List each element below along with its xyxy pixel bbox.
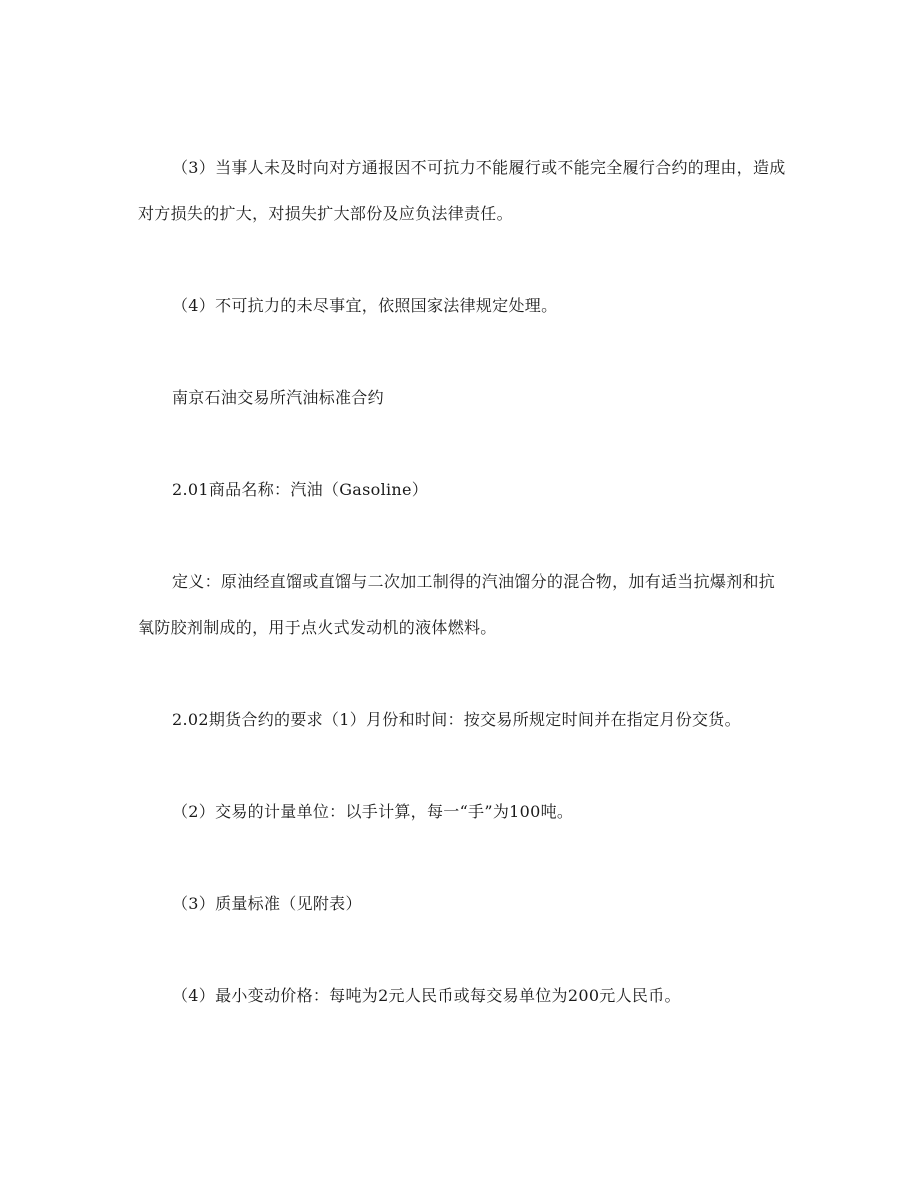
paragraph-minimum-price-change: （4）最小变动价格：每吨为2元人民币或每交易单位为200元人民币。 xyxy=(172,986,681,1005)
paragraph-force-majeure-3: （3）当事人未及时向对方通报因不可抗力不能履行或不能完全履行合约的理由，造成对方损失的扩大，对损失扩大部份及应负法律责任。 xyxy=(138,158,786,223)
paragraph-quality-standard: （3）质量标准（见附表） xyxy=(172,894,362,913)
paragraph-definition: 定义：原油经直馏或直馏与二次加工制得的汽油馏分的混合物，加有适当抗爆剂和抗氧防胶剂制成的，用于点火式发动机的液体燃料。 xyxy=(138,572,776,637)
paragraph-product-name: 2.01商品名称：汽油（Gasoline） xyxy=(172,480,429,499)
paragraph-force-majeure-4: （4）不可抗力的未尽事宜，依照国家法律规定处理。 xyxy=(172,296,558,315)
paragraph-trading-unit: （2）交易的计量单位：以手计算，每一“手”为100吨。 xyxy=(172,802,574,821)
paragraph-contract-requirements: 2.02期货合约的要求（1）月份和时间：按交易所规定时间并在指定月份交货。 xyxy=(172,710,741,729)
section-heading: 南京石油交易所汽油标准合约 xyxy=(172,388,384,407)
